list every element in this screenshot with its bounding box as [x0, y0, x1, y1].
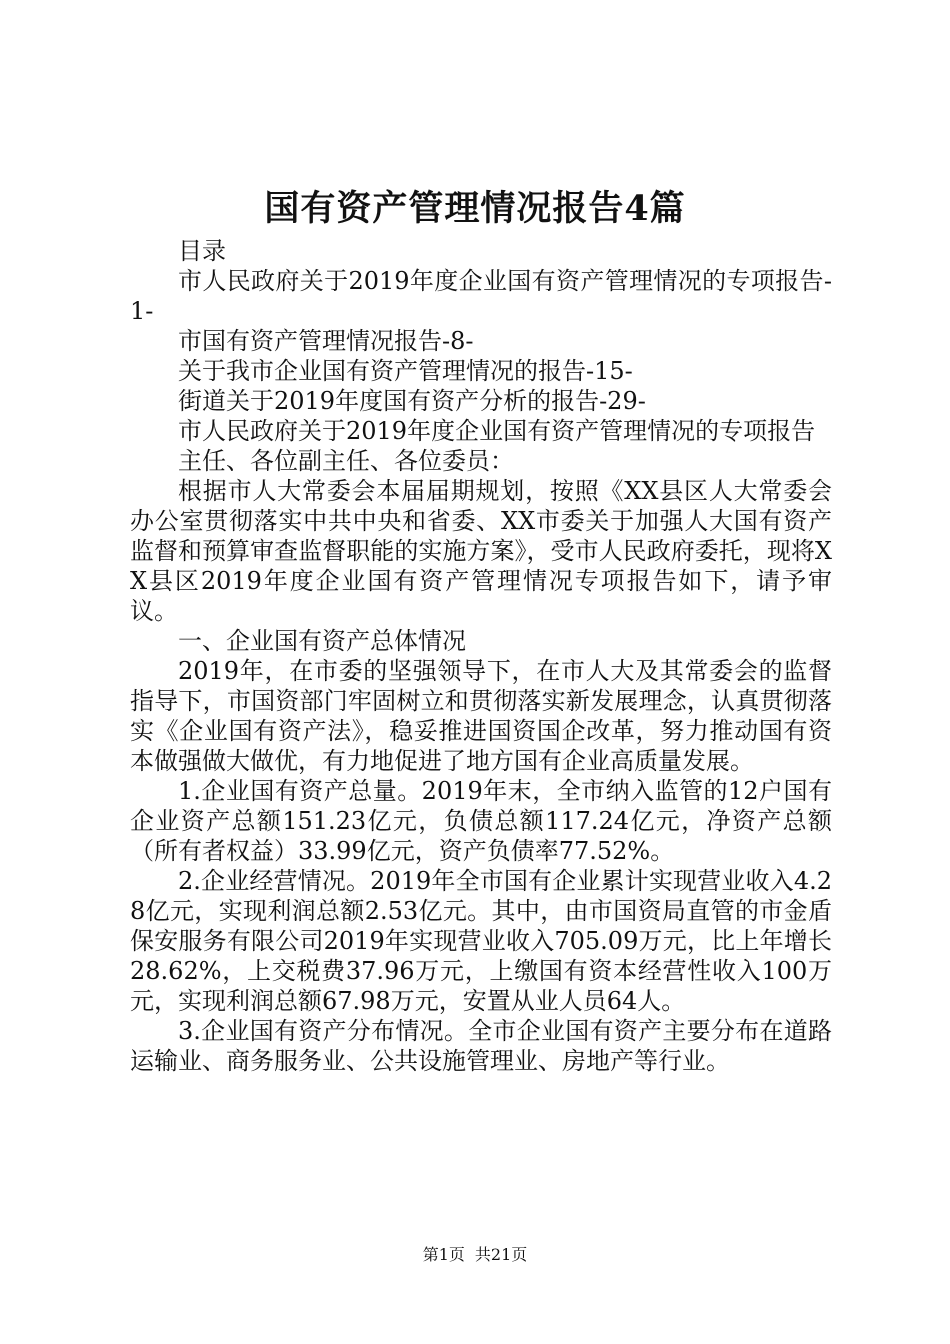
paragraph-salutation: 主任、各位副主任、各位委员：: [178, 447, 514, 475]
paragraph-intro: 根据市人大常委会本届届期规划，按照《XX县区人大常委会办公室贯彻落实中共中央和省委、XX市委关于加强人大国有资产监督和预算审查监督职能的实施方案》，受市人民政府委托，现将XX县区2019年度企业国有资产管理情况专项报告如下，请予审议。: [130, 477, 832, 625]
paragraph-item-1: 1.企业国有资产总量。2019年末，全市纳入监管的12户国有企业资产总额151.23亿元，负债总额117.24亿元，净资产总额（所有者权益）33.99亿元，资产负债率77.52%。: [130, 777, 832, 865]
paragraph-section-title: 市人民政府关于2019年度企业国有资产管理情况的专项报告: [178, 417, 816, 445]
document-body: [130, 236, 832, 1076]
paragraph-heading-1: 一、企业国有资产总体情况: [178, 627, 466, 655]
paragraph-toc-item-3: 关于我市企业国有资产管理情况的报告-15-: [178, 357, 633, 385]
page-number-total: 共21页: [474, 1245, 528, 1264]
paragraph-toc-item-2: 市国有资产管理情况报告-8-: [178, 327, 474, 355]
document-title: 国有资产管理情况报告4篇: [264, 188, 686, 229]
paragraph-item-2: 2.企业经营情况。2019年全市国有企业累计实现营业收入4.28亿元，实现利润总额2.53亿元。其中，由市国资局直管的市金盾保安服务有限公司2019年实现营业收入705.09万元，比上年增长28.62%，上交税费37.96万元，上缴国有资本经营性收入100万元，实现利润总额67.98万元，安置从业人员64人。: [130, 867, 832, 1015]
paragraph-toc-item-4: 街道关于2019年度国有资产分析的报告-29-: [178, 387, 646, 415]
paragraph-item-3: 3.企业国有资产分布情况。全市企业国有资产主要分布在道路运输业、商务服务业、公共设施管理业、房地产等行业。: [130, 1017, 832, 1075]
paragraph-toc-item-1: 市人民政府关于2019年度企业国有资产管理情况的专项报告-1-: [130, 267, 832, 325]
paragraph-toc-heading: 目录: [178, 237, 226, 265]
page-footer: [0, 1243, 950, 1267]
paragraph-overview: 2019年，在市委的坚强领导下，在市人大及其常委会的监督指导下，市国资部门牢固树立和贯彻落实新发展理念，认真贯彻落实《企业国有资产法》，稳妥推进国资国企改革，努力推动国有资本做强做大做优，有力地促进了地方国有企业高质量发展。: [130, 657, 832, 775]
page-number-current: 第1页: [422, 1245, 465, 1264]
